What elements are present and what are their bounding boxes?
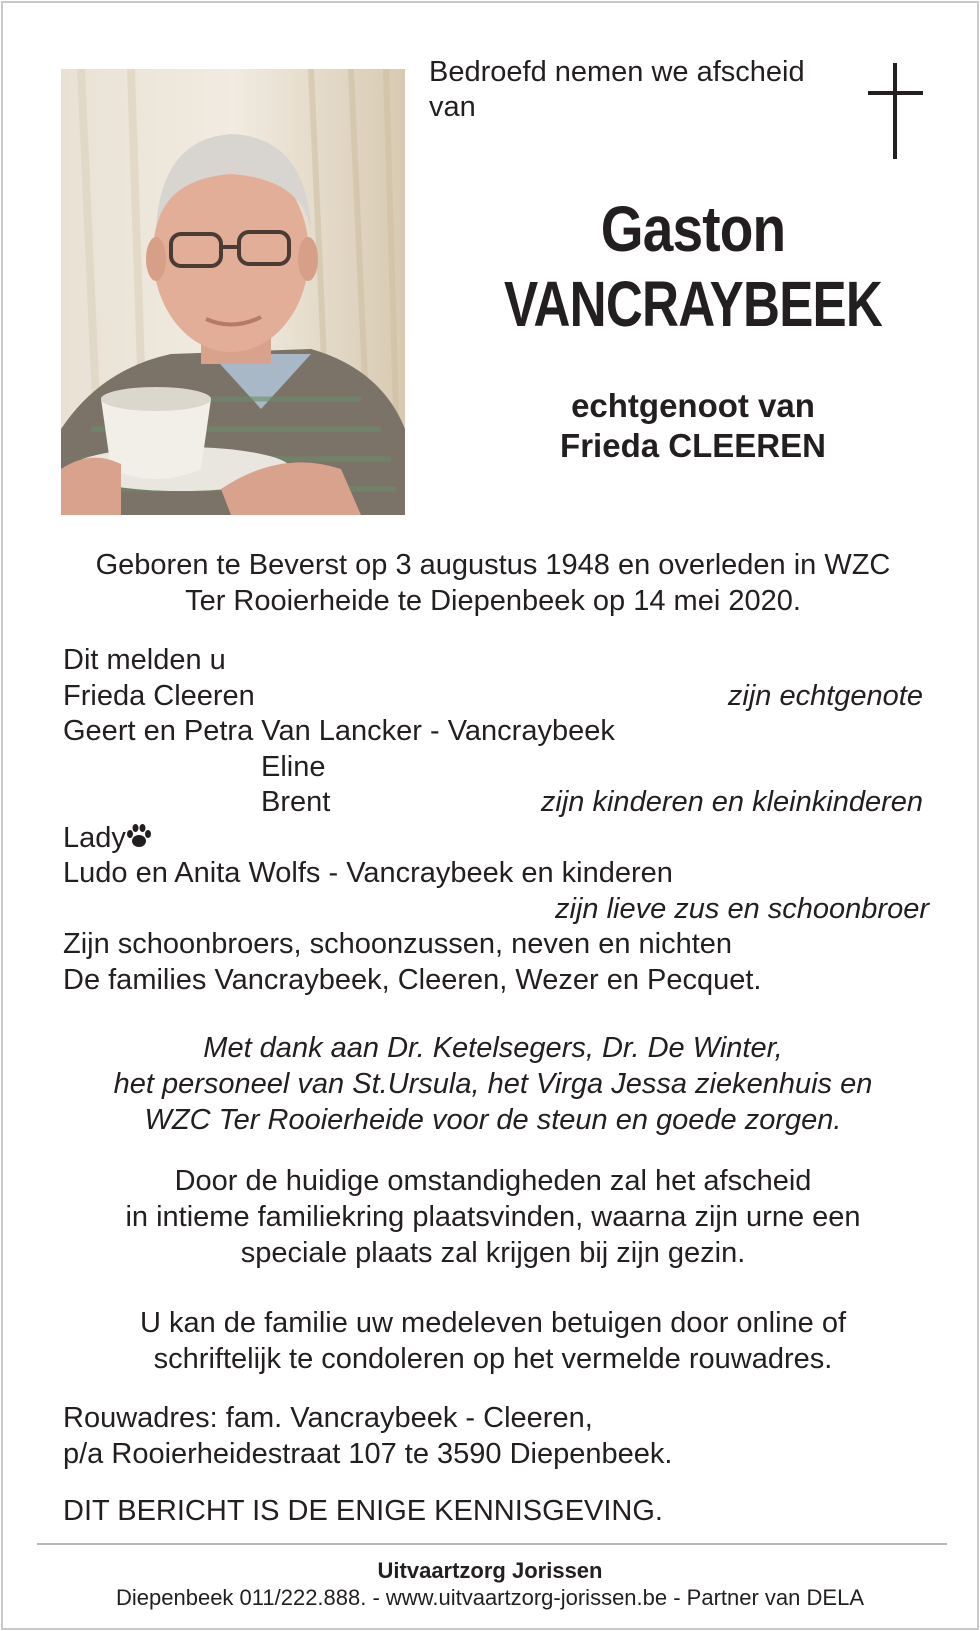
spouse-block xyxy=(443,386,943,466)
footer-divider xyxy=(37,1543,947,1545)
family-row xyxy=(63,714,923,750)
ceremony-line-2: in intieme familiekring plaatsvinden, waarna zijn urne een xyxy=(125,1201,861,1233)
spouse-line-1: echtgenoot van xyxy=(571,387,815,424)
intro-text xyxy=(429,55,859,125)
sister-name: Ludo en Anita Wolfs - Vancraybeek en kinderen xyxy=(63,857,673,889)
pet-name: Lady xyxy=(63,821,126,854)
birth-death-info xyxy=(43,547,943,619)
obituary-card xyxy=(1,1,979,1630)
intro-line-2: van xyxy=(429,91,476,123)
thanks-line-3: WZC Ter Rooierheide voor de steun en goede zorgen. xyxy=(144,1104,842,1136)
family-row xyxy=(63,927,923,963)
thanks-line-2: het personeel van St.Ursula, het Virga Jessa ziekenhuis en xyxy=(113,1068,873,1100)
intro-line-1: Bedroefd nemen we afscheid xyxy=(429,56,805,88)
cross-icon xyxy=(868,63,928,163)
family-row xyxy=(63,963,923,999)
family-list xyxy=(63,643,929,998)
born-line-1: Geboren te Beverst op 3 augustus 1948 en overleden in WZC xyxy=(95,549,891,581)
child-name: Geert en Petra Van Lancker - Vancraybeek xyxy=(63,715,615,747)
address-line-1: Rouwadres: fam. Vancraybeek - Cleeren, xyxy=(63,1402,593,1434)
paw-print-icon xyxy=(126,823,152,849)
family-row xyxy=(63,892,929,928)
deceased-last-name: VANCRAYBEEK xyxy=(503,268,883,340)
funeral-home-info: Diepenbeek 011/222.888. - www.uitvaartzorg-jorissen.be - Partner van DELA xyxy=(116,1585,864,1610)
condolence-line-1: U kan de familie uw medeleven betuigen door online of xyxy=(139,1307,847,1339)
funeral-home-name: Uitvaartzorg Jorissen xyxy=(377,1558,603,1583)
family-row xyxy=(63,750,923,786)
family-row xyxy=(63,785,923,821)
born-line-2: Ter Rooierheide te Diepenbeek op 14 mei 2020. xyxy=(185,585,801,617)
portrait-photo xyxy=(61,69,405,515)
deceased-first-name: Gaston xyxy=(600,193,786,265)
condolence-paragraph xyxy=(43,1305,943,1377)
ceremony-paragraph xyxy=(43,1163,943,1271)
condolence-line-2: schriftelijk te condoleren op het vermelde rouwadres. xyxy=(153,1343,833,1375)
portrait-illustration xyxy=(61,69,405,515)
family-intro: Dit melden u xyxy=(63,644,226,676)
spouse-relation: zijn echtgenote xyxy=(727,679,923,712)
family-row xyxy=(63,643,923,679)
ceremony-line-3: speciale plaats zal krijgen bij zijn gezin. xyxy=(240,1237,746,1269)
spouse-line-2: Frieda CLEEREN xyxy=(560,427,826,464)
final-notice: DIT BERICHT IS DE ENIGE KENNISGEVING. xyxy=(63,1495,663,1527)
inlaws-line: Zijn schoonbroers, schoonzussen, neven en nichten xyxy=(63,928,733,960)
family-row xyxy=(63,856,923,892)
grandchild-name: Eline xyxy=(261,750,326,783)
mourning-address xyxy=(63,1400,672,1472)
address-line-2: p/a Rooierheidestraat 107 te 3590 Diepenbeek. xyxy=(63,1438,673,1470)
sister-relation: zijn lieve zus en schoonbroer xyxy=(555,892,929,925)
grandchild-name: Brent xyxy=(261,786,331,818)
spouse-name: Frieda Cleeren xyxy=(63,679,255,712)
pet-entry xyxy=(63,821,152,857)
family-row xyxy=(63,679,923,715)
thanks-paragraph xyxy=(43,1030,943,1138)
thanks-line-1: Met dank aan Dr. Ketelsegers, Dr. De Winter, xyxy=(203,1032,783,1064)
family-row xyxy=(63,821,923,857)
children-relation: zijn kinderen en kleinkinderen xyxy=(540,786,923,818)
families-line: De families Vancraybeek, Cleeren, Wezer en Pecquet. xyxy=(63,963,762,996)
ceremony-line-1: Door de huidige omstandigheden zal het afscheid xyxy=(174,1165,812,1197)
